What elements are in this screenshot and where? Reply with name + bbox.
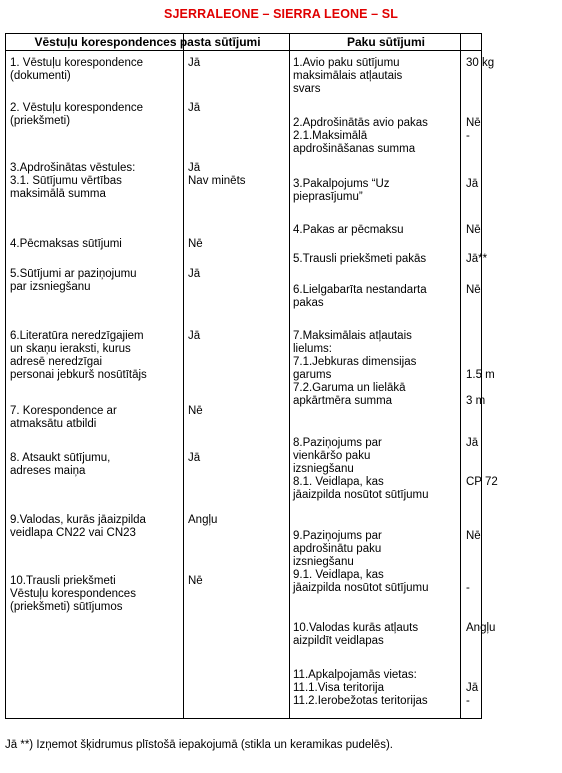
parcels-row-3-label: pieprasījumu” <box>293 191 363 203</box>
parcels-row-2-label: apdrošināšanas summa <box>293 143 416 155</box>
letters-row-2-label: 2. Vēstuļu korespondence <box>10 102 143 114</box>
letters-row-10-label: Vēstuļu korespondences <box>10 588 136 600</box>
column-divider-1 <box>183 33 184 719</box>
parcels-header: Paku sūtījumi <box>346 35 426 49</box>
letters-row-3-label: 3.Apdrošinātas vēstules: <box>10 162 136 174</box>
header-divider <box>5 50 482 51</box>
parcels-row-7-label: 7.2.Garuma un lielākā <box>293 382 406 394</box>
page-title: SJERRALEONE – SIERRA LEONE – SL <box>164 7 398 21</box>
parcels-row-7-label: garums <box>293 369 332 381</box>
parcels-row-7-value: 3 m <box>466 395 486 407</box>
column-divider-2 <box>289 33 290 719</box>
parcels-row-5-value: Jā** <box>466 253 488 265</box>
parcels-row-1-label: 1.Avio paku sūtījumu <box>293 57 400 69</box>
letters-row-1-label: 1. Vēstuļu korespondence <box>10 57 143 69</box>
parcels-row-6-label: pakas <box>293 297 324 309</box>
letters-row-10-label: (priekšmeti) sūtījumos <box>10 601 123 613</box>
parcels-row-9-label: 9.1. Veidlapa, kas <box>293 569 384 581</box>
letters-row-3-label: maksimālā summa <box>10 188 106 200</box>
parcels-row-1-label: svars <box>293 83 321 95</box>
parcels-row-11-value: - <box>466 695 470 707</box>
parcels-row-9-value: Nē <box>466 530 481 542</box>
letters-row-7-label: atmaksātu atbildi <box>10 418 97 430</box>
parcels-row-5-label: 5.Trausli priekšmeti pakās <box>293 253 427 265</box>
parcels-row-7-label: apkārtmēra summa <box>293 395 393 407</box>
footnote: Jā **) Izņemot šķidrumus plīstošā iepakojumā (stikla un keramikas pudelēs). <box>5 739 393 751</box>
parcels-row-7-value: 1.5 m <box>466 369 495 381</box>
parcels-row-10-label: aizpildīt veidlapas <box>293 635 384 647</box>
letters-row-1-label: (dokumenti) <box>10 70 71 82</box>
parcels-row-11-label: 11.2.Ierobežotas teritorijas <box>293 695 428 707</box>
letters-row-7-label: 7. Korespondence ar <box>10 405 117 417</box>
parcels-row-8-label: 8.Paziņojums par <box>293 437 382 449</box>
letters-row-1-value: Jā <box>188 57 201 69</box>
parcels-row-9-label: izsniegšanu <box>293 556 354 568</box>
letters-header: Vēstuļu korespondences pasta sūtījumi <box>34 35 261 49</box>
letters-row-6-label: 6.Literatūra neredzīgajiem <box>10 330 144 342</box>
parcels-row-7-label: 7.1.Jebkuras dimensijas <box>293 356 417 368</box>
parcels-row-10-value: Angļu <box>466 622 496 634</box>
parcels-row-8-label: jāaizpilda nosūtot sūtījumu <box>293 489 429 501</box>
letters-row-9-value: Angļu <box>188 514 218 526</box>
letters-row-6-label: personai jebkurš nosūtītājs <box>10 369 147 381</box>
letters-row-4-value: Nē <box>188 238 203 250</box>
parcels-row-4-label: 4.Pakas ar pēcmaksu <box>293 224 404 236</box>
parcels-row-11-label: 11.Apkalpojamās vietas: <box>293 669 417 681</box>
parcels-row-3-label: 3.Pakalpojums “Uz <box>293 178 390 190</box>
letters-row-8-label: 8. Atsaukt sūtījumu, <box>10 452 111 464</box>
parcels-row-11-value: Jā <box>466 682 479 694</box>
parcels-row-8-label: 8.1. Veidlapa, kas <box>293 476 384 488</box>
letters-row-4-label: 4.Pēcmaksas sūtījumi <box>10 238 122 250</box>
parcels-row-7-label: lielums: <box>293 343 332 355</box>
letters-row-5-label: 5.Sūtījumi ar paziņojumu <box>10 268 137 280</box>
letters-row-3-label: 3.1. Sūtījumu vērtības <box>10 175 122 187</box>
parcels-row-8-value: CP 72 <box>466 476 498 488</box>
parcels-row-4-value: Nē <box>466 224 481 236</box>
parcels-row-2-label: 2.1.Maksimālā <box>293 130 368 142</box>
letters-row-3-value: Jā <box>188 162 201 174</box>
parcels-row-10-label: 10.Valodas kurās atļauts <box>293 622 419 634</box>
parcels-row-7-label: 7.Maksimālais atļautais <box>293 330 412 342</box>
parcels-row-1-label: maksimālais atļautais <box>293 70 403 82</box>
letters-row-7-value: Nē <box>188 405 203 417</box>
column-divider-3 <box>460 33 461 719</box>
parcels-row-8-value: Jā <box>466 437 479 449</box>
letters-row-5-label: par izsniegšanu <box>10 281 91 293</box>
parcels-row-9-label: apdrošinātu paku <box>293 543 382 555</box>
parcels-row-2-value: - <box>466 130 470 142</box>
letters-row-9-label: veidlapa CN22 vai CN23 <box>10 527 136 539</box>
letters-row-8-label: adreses maiņa <box>10 465 86 477</box>
letters-row-3-value: Nav minēts <box>188 175 246 187</box>
letters-row-5-value: Jā <box>188 268 201 280</box>
parcels-row-6-label: 6.Lielgabarīta nestandarta <box>293 284 427 296</box>
parcels-row-8-label: izsniegšanu <box>293 463 354 475</box>
letters-row-6-label: un skaņu ieraksti, kurus <box>10 343 131 355</box>
parcels-row-11-label: 11.1.Visa teritorija <box>293 682 384 694</box>
letters-row-2-value: Jā <box>188 102 201 114</box>
parcels-row-9-label: jāaizpilda nosūtot sūtījumu <box>293 582 429 594</box>
parcels-row-2-value: Nē <box>466 117 481 129</box>
parcels-row-6-value: Nē <box>466 284 481 296</box>
letters-row-10-label: 10.Trausli priekšmeti <box>10 575 116 587</box>
parcels-row-9-value: - <box>466 582 470 594</box>
parcels-row-9-label: 9.Paziņojums par <box>293 530 382 542</box>
parcels-row-2-label: 2.Apdrošinātās avio pakas <box>293 117 428 129</box>
parcels-row-3-value: Jā <box>466 178 479 190</box>
letters-row-10-value: Nē <box>188 575 203 587</box>
letters-row-6-value: Jā <box>188 330 201 342</box>
letters-row-2-label: (priekšmeti) <box>10 115 71 127</box>
parcels-row-8-label: vienkāršo paku <box>293 450 371 462</box>
letters-row-8-value: Jā <box>188 452 201 464</box>
letters-row-6-label: adresē neredzīgai <box>10 356 103 368</box>
parcels-row-1-value: 30 kg <box>466 57 495 69</box>
letters-row-9-label: 9.Valodas, kurās jāaizpilda <box>10 514 146 526</box>
